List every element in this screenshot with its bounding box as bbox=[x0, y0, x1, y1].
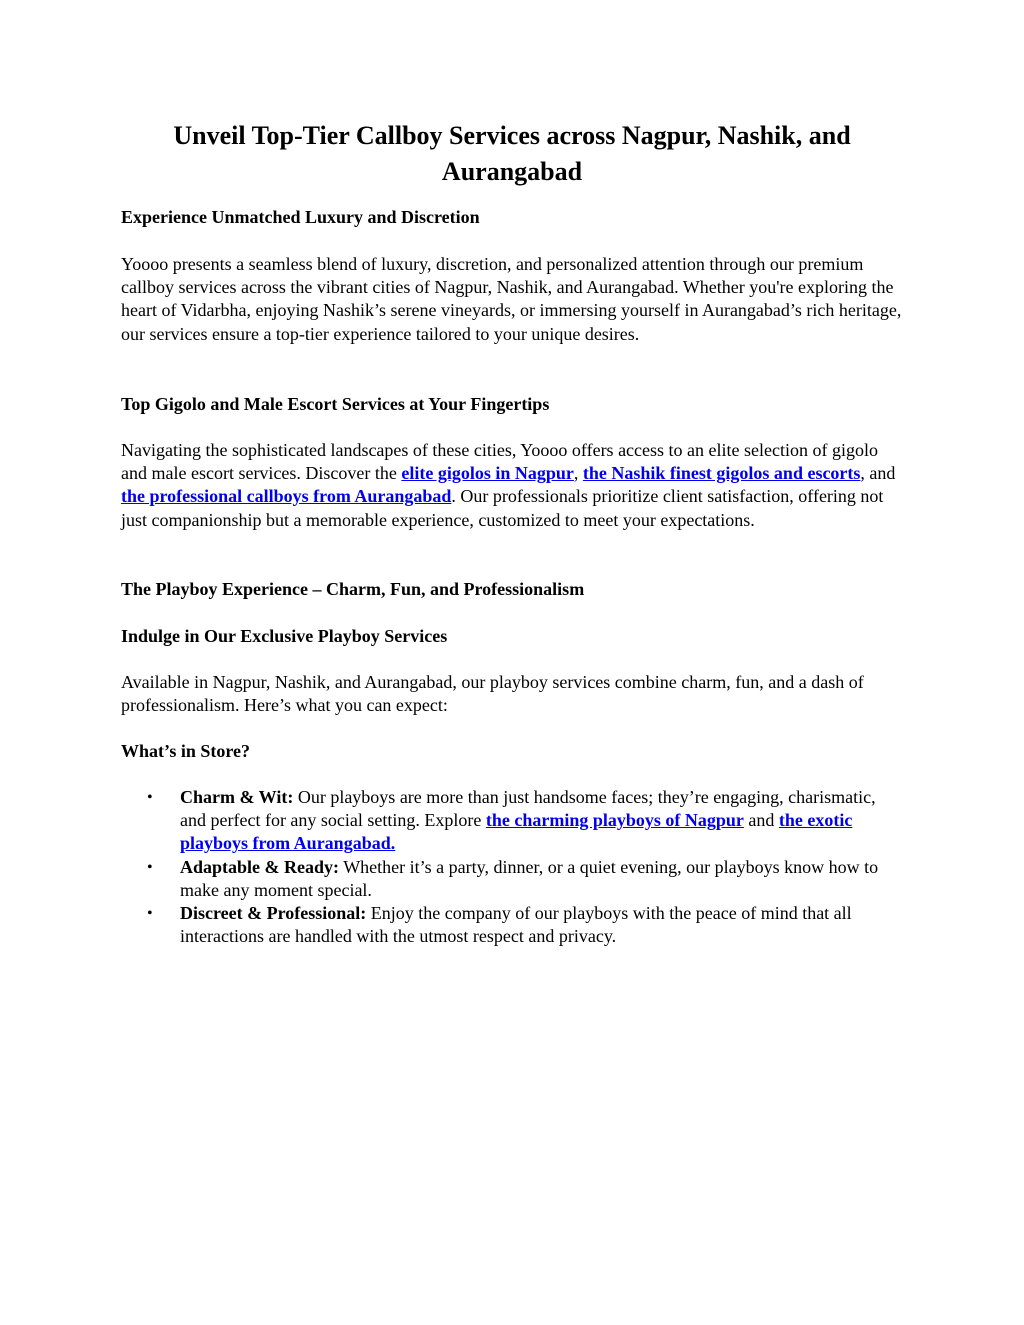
separator-text: , and bbox=[860, 463, 896, 484]
list-item-text: Enjoy the company of our playboys with the peace of mind that all interactions are handled with the utmost respect and privacy. bbox=[180, 903, 852, 947]
paragraph-text: . Our professionals prioritize client satisfaction, offering not just companionship but a memorable experience, customized to meet your expectations. bbox=[121, 486, 884, 530]
heading-top-gigolo: Top Gigolo and Male Escort Services at Your Fingertips bbox=[121, 394, 550, 414]
page-title: Unveil Top-Tier Callboy Services across Nagpur, Nashik, and Aurangabad bbox=[173, 121, 851, 186]
list-item-text: Whether it’s a party, dinner, or a quiet evening, our playboys know how to make any moment special. bbox=[180, 856, 879, 900]
list-item-charm-wit bbox=[121, 786, 903, 856]
list-item-label: Adaptable & Ready: bbox=[180, 856, 340, 877]
separator-text: and bbox=[743, 810, 779, 831]
heading-exclusive-playboy: Indulge in Our Exclusive Playboy Services bbox=[121, 626, 448, 646]
list-item-text: Our playboys are more than just handsome faces; they’re engaging, charismatic, and perfect for any social setting. Explore bbox=[180, 787, 876, 831]
paragraph-text: Navigating the sophisticated landscapes of these cities, Yoooo offers access to an elite selection of gigolo and male escort services. Discover the bbox=[121, 440, 878, 484]
list-item-adaptable-ready bbox=[121, 856, 903, 902]
link-charming-playboys-nagpur[interactable]: the charming playboys of Nagpur bbox=[485, 810, 744, 831]
link-exotic-playboys-aurangabad[interactable]: the exotic playboys from Aurangabad. bbox=[180, 810, 853, 854]
list-item-label: Charm & Wit: bbox=[180, 787, 294, 807]
feature-list bbox=[121, 786, 903, 948]
heading-luxury-discretion: Experience Unmatched Luxury and Discretion bbox=[121, 207, 480, 227]
bullet-icon: • bbox=[147, 858, 153, 876]
link-elite-gigolos-nagpur[interactable]: elite gigolos in Nagpur bbox=[401, 463, 574, 484]
bullet-icon: • bbox=[147, 789, 153, 806]
paragraph-playboy-services: Available in Nagpur, Nashik, and Aurangabad, our playboy services combine charm, fun, and a dash of professionalism. Here’s what you can expect: bbox=[121, 672, 864, 716]
list-item-label: Discreet & Professional: bbox=[180, 903, 367, 924]
link-nashik-finest-gigolos[interactable]: the Nashik finest gigolos and escorts bbox=[582, 463, 861, 484]
bullet-icon: • bbox=[147, 905, 153, 923]
paragraph-gigolo-services bbox=[121, 439, 903, 532]
heading-whats-in-store: What’s in Store? bbox=[121, 741, 251, 761]
list-item-discreet-professional bbox=[121, 902, 903, 948]
heading-playboy-experience: The Playboy Experience – Charm, Fun, and Professionalism bbox=[121, 579, 585, 599]
link-professional-callboys-aurangabad[interactable]: the professional callboys from Aurangabad bbox=[121, 486, 452, 507]
separator-text: , bbox=[573, 463, 583, 484]
paragraph-intro: Yoooo presents a seamless blend of luxury, discretion, and personalized attention through our premium callboy services across the vibrant cities of Nagpur, Nashik, and Aurangabad. Whether you're exploring the heart of Vidarbha, enjoying Nashik’s serene vineyards, or immersing yourself in Aurangabad’s rich heritage, our services ensure a top-tier experience tailored to your unique desires. bbox=[121, 254, 902, 344]
